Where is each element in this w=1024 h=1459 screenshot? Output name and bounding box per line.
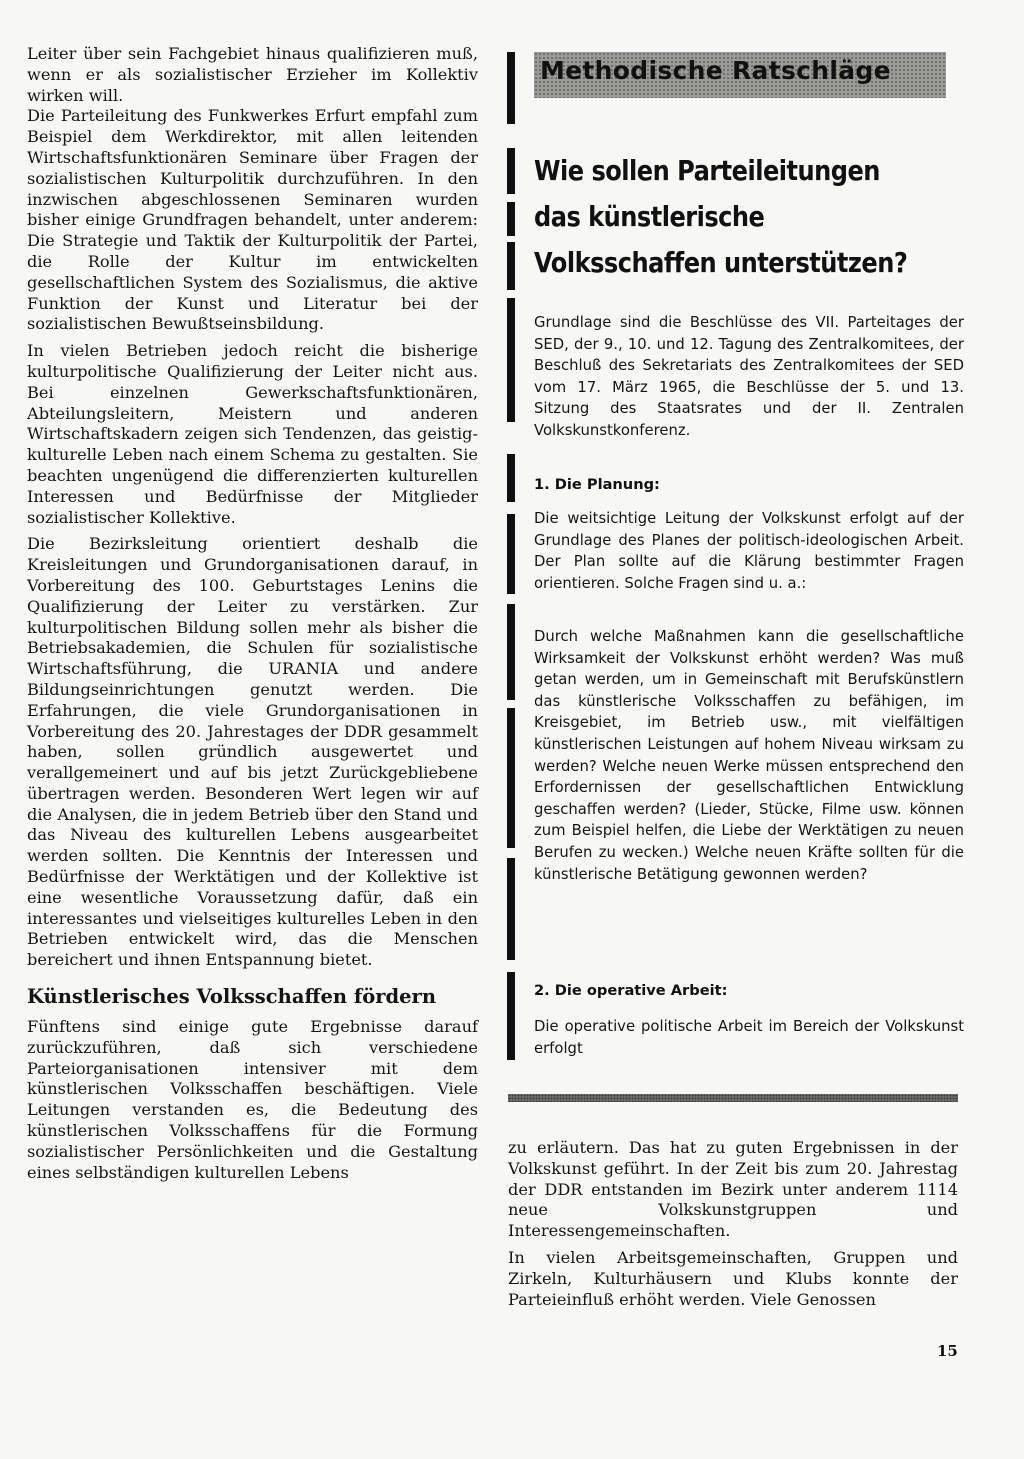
box-title-line: Wie sollen Parteileitungen bbox=[534, 154, 880, 187]
box-planning-text: Die weitsichtige Leitung der Volkskunst erfolgt auf der Grundlage des Planes der politisch-ideologischen Arbeit. Der Plan sollte auf die Klärung bestimmter Fragen orientieren. Solche Fragen sind u. a.: bbox=[534, 510, 964, 592]
box-left-bar bbox=[507, 514, 515, 594]
box-left-bar bbox=[507, 242, 515, 290]
left-column bbox=[27, 44, 478, 1189]
body-paragraph: In vielen Arbeitsgemeinschaften, Gruppen und Zirkeln, Kulturhäusern und Klubs konnte der Parteieinfluß erhöht werden. Viele Genossen bbox=[508, 1247, 958, 1309]
body-paragraph: Fünftens sind einige gute Ergebnisse darauf zurückzuführen, daß sich verschiedene Parteiorganisationen intensiver mit dem künstlerischen Volksschaffen beschäftigen. Viele Leitungen verstanden es, die Bedeutung des künstlerischen Volksschaffens für die Formung sozialistischer Persönlichkeiten und die Gestaltung eines selbständigen kulturellen Lebens bbox=[27, 1017, 478, 1182]
box-title-line: Volksschaffen unterstützen? bbox=[534, 246, 908, 279]
box-left-bar bbox=[507, 202, 515, 236]
lead-paragraph: Leiter über sein Fachgebiet hinaus qualifizieren muß, wenn er als sozialistischer Erzieher im Kollektiv wirken will. bbox=[27, 44, 478, 105]
right-column-text bbox=[508, 1138, 958, 1316]
box-left-bar bbox=[507, 708, 515, 848]
box-left-bar bbox=[507, 972, 515, 1014]
advice-box bbox=[507, 52, 964, 1057]
page-number: 15 bbox=[937, 1342, 958, 1360]
box-operative-text: Die operative politische Arbeit im Bereich der Volkskunst erfolgt bbox=[534, 1018, 964, 1057]
box-title-line: das künstlerische bbox=[534, 200, 765, 233]
box-left-bar bbox=[507, 858, 515, 960]
body-paragraph: Die Bezirksleitung orientiert deshalb die Kreisleitungen und Grundorganisationen darauf, in Vorbereitung des 100. Geburtstages Lenins die Qualifizierung der Leiter zu verstärken. Zur kulturpolitischen Bildung sollen mehr als bisher die Betriebsakademien, die Schulen für sozialistische Wirtschaftsführung, die URANIA und andere Bildungseinrichtungen genutzt werden. Die Erfahrungen, die viele Grundorganisationen in Vorbereitung des 20. Jahrestages der DDR gesammelt haben, sollen gründlich ausgewertet und verallgemeinert und auf bis jetzt Zurückgebliebene übertragen werden. Besonderen Wert legen wir auf die Analysen, die in jedem Betrieb über den Stand und das Niveau des kulturellen Lebens ausgearbeitet werden sollten. Die Kenntnis der Interessen und Bedürfnisse der Werktätigen und der Kollektive ist eine wesentliche Voraussetzung dafür, daß ein interessantes und vielseitiges kulturelles Leben in den Betrieben entwickelt wird, das die Menschen bereichert und ihnen Entspannung bietet. bbox=[27, 534, 478, 970]
box-left-bar bbox=[507, 1014, 515, 1060]
box-heading-operative: 2. Die operative Arbeit: bbox=[534, 982, 728, 999]
banner-title: Methodische Ratschläge bbox=[540, 56, 891, 85]
body-paragraph: In vielen Betrieben jedoch reicht die bisherige kulturpolitische Qualifizierung der Leiter nicht aus. Bei einzelnen Gewerkschaftsfunktionären, Abteilungsleitern, Meistern und anderen Wirtschaftskadern zeigen sich Tendenzen, das geistig-kulturelle Leben nach einem Schema zu gestalten. Sie beachten ungenügend die differenzierten kulturellen Interessen und Bedürfnisse der Mitglieder sozialistischer Kollektive. bbox=[27, 341, 478, 527]
box-intro: Grundlage sind die Beschlüsse des VII. Parteitages der SED, der 9., 10. und 12. Tagung des Zentralkomitees, der Beschluß des Sekretariats des Zentralkomitees der SED vom 17. März 1965, die Beschlüsse der 5. und 13. Sitzung des Staatsrates und der II. Zentralen Volkskunstkonferenz. bbox=[534, 314, 964, 439]
box-title bbox=[534, 148, 908, 286]
section-heading: Künstlerisches Volksschaffen fördern bbox=[27, 985, 437, 1009]
box-left-bar bbox=[507, 604, 515, 700]
box-left-bar bbox=[507, 52, 515, 124]
box-bottom-rule bbox=[508, 1094, 958, 1102]
body-paragraph: Die Parteileitung des Funkwerkes Erfurt empfahl zum Beispiel dem Werkdirektor, mit allen leitenden Wirtschaftsfunktionären Seminare über Fragen der sozialistischen Kulturpolitik durchzuführen. In den inzwischen abgeschlossenen Seminaren wurden bisher einige Grundfragen behandelt, unter anderem: Die Strategie und Taktik der Kulturpolitik der Partei, die Rolle der Kultur im entwickelten gesellschaftlichen System des Sozialismus, die aktive Funktion der Kunst und Literatur bei der sozialistischen Bewußtseinsbildung. bbox=[27, 106, 478, 334]
box-left-bar bbox=[507, 298, 515, 422]
box-heading-planning: 1. Die Planung: bbox=[534, 476, 660, 493]
body-paragraph: zu erläutern. Das hat zu guten Ergebnissen in der Volkskunst geführt. In der Zeit bis zum 20. Jahrestag der DDR entstanden im Bezirk unter anderem 1114 neue Volkskunstgruppen und Interessengemeinschaften. bbox=[508, 1138, 958, 1241]
box-left-bar bbox=[507, 148, 515, 194]
box-left-bar bbox=[507, 454, 515, 502]
box-banner bbox=[534, 52, 946, 98]
box-questions-text: Durch welche Maßnahmen kann die gesellschaftliche Wirksamkeit der Volkskunst erhöht werden? Was muß getan werden, um in Gemeinschaft mit Berufskünstlern das künstlerische Volksschaffen zu befähigen, im Kreisgebiet, im Betrieb usw., mit vielfältigen künstlerischen Leistungen auf hohem Niveau wirksam zu werden? Welche neuen Werke müssen entsprechend den Erfordernissen der gesellschaftlichen Entwicklung geschaffen werden? (Lieder, Stücke, Filme usw. können zum Beispiel helfen, die Liebe der Werktätigen zu neuen Berufen zu wecken.) Welche neuen Kräfte sollten für die künstlerische Betätigung gewonnen werden? bbox=[534, 628, 964, 883]
